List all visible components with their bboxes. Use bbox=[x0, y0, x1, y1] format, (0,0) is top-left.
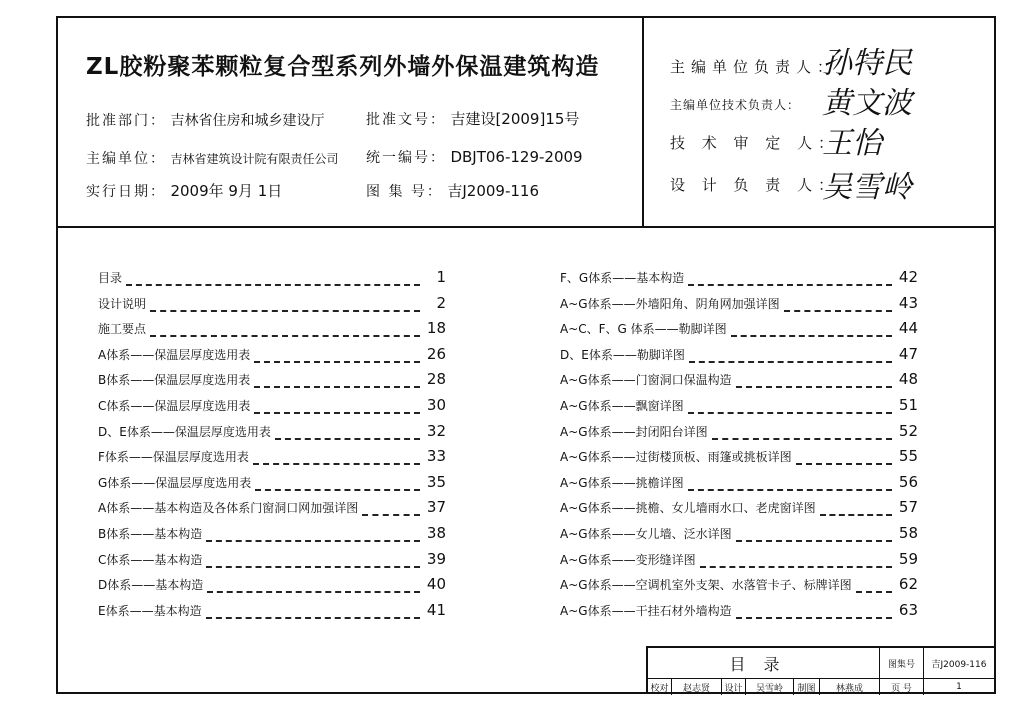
unified-no bbox=[366, 147, 583, 167]
toc-entry-page: 59 bbox=[898, 549, 918, 568]
toc-leader-dashes bbox=[275, 438, 420, 440]
toc-entry-page: 44 bbox=[898, 319, 918, 338]
title-block-check-name: 赵志贤 bbox=[672, 679, 722, 695]
approve-doc bbox=[366, 108, 579, 129]
toc-entry-page: 41 bbox=[426, 600, 446, 619]
approve-doc-value: 吉建设[2009]15号 bbox=[450, 110, 580, 128]
toc-leader-dashes bbox=[731, 335, 892, 337]
toc-leader-dashes bbox=[689, 361, 892, 363]
toc-leader-dashes bbox=[784, 310, 892, 312]
toc-entry bbox=[560, 294, 918, 316]
toc-leader-dashes bbox=[736, 617, 892, 619]
toc-entry-title: A~G体系——飘窗详图 bbox=[560, 399, 684, 413]
toc-entry-title: D、E体系——勒脚详图 bbox=[560, 347, 685, 362]
title-block-name: 目录 bbox=[648, 648, 880, 679]
atlas-no-label: 图 集 号： bbox=[366, 184, 443, 200]
toc-leader-dashes bbox=[253, 463, 420, 465]
unified-no-value: DBJT06-129-2009 bbox=[450, 148, 583, 166]
header-divider bbox=[58, 226, 994, 228]
title-block-design-name: 吴雪岭 bbox=[746, 679, 794, 695]
toc-entry-title: E体系——基本构造 bbox=[98, 603, 202, 618]
toc-entry-page: 56 bbox=[898, 472, 918, 491]
toc-entry-page: 58 bbox=[898, 524, 918, 542]
toc-entry-page: 37 bbox=[426, 498, 446, 517]
toc-entry-title: A~G体系——门窗洞口保温构造 bbox=[560, 373, 732, 388]
toc-entry bbox=[560, 396, 918, 418]
title-block-draw-name: 林燕成 bbox=[820, 679, 880, 695]
toc-entry-page: 48 bbox=[898, 370, 918, 389]
toc-entry bbox=[98, 550, 446, 572]
title-block-atlas-value: 吉J2009-116 bbox=[924, 648, 994, 679]
toc-leader-dashes bbox=[255, 489, 420, 491]
toc-leader-dashes bbox=[150, 310, 420, 312]
toc-leader-dashes bbox=[820, 514, 892, 516]
header-info bbox=[58, 18, 644, 226]
toc-entry-title: A~G体系——干挂石材外墙构造 bbox=[560, 603, 732, 618]
toc-entry-title: A~G体系——挑檐、女儿墙雨水口、老虎窗详图 bbox=[560, 501, 816, 516]
toc-leader-dashes bbox=[712, 438, 892, 440]
toc-entry-page: 32 bbox=[426, 421, 446, 440]
toc-entry bbox=[560, 601, 918, 623]
toc-leader-dashes bbox=[796, 463, 892, 465]
toc-leader-dashes bbox=[700, 566, 892, 568]
toc-entry bbox=[560, 268, 918, 290]
toc-leader-dashes bbox=[736, 386, 892, 388]
toc-leader-dashes bbox=[206, 540, 420, 542]
toc-entry-page: 43 bbox=[898, 293, 918, 312]
toc-leader-dashes bbox=[254, 386, 420, 388]
effective-date-value: 2009年 9月 1日 bbox=[170, 182, 283, 200]
toc-entry-page: 35 bbox=[426, 472, 446, 491]
toc-entry-page: 40 bbox=[426, 575, 446, 594]
toc-entry bbox=[98, 601, 446, 623]
toc-entry-title: A~G体系——封闭阳台详图 bbox=[560, 424, 708, 439]
toc-entry bbox=[560, 550, 918, 572]
toc-leader-dashes bbox=[126, 284, 420, 286]
document-title: ZL胶粉聚苯颗粒复合型系列外墙外保温建筑构造 bbox=[86, 54, 600, 80]
toc-entry-title: C体系——保温层厚度选用表 bbox=[98, 399, 251, 413]
toc-leader-dashes bbox=[688, 284, 892, 286]
toc-entry bbox=[560, 524, 918, 546]
toc-entry-page: 38 bbox=[426, 524, 446, 542]
toc-entry-page: 47 bbox=[898, 344, 918, 363]
toc-entry-title: A~G体系——变形缝详图 bbox=[560, 552, 696, 567]
toc-leader-dashes bbox=[254, 361, 420, 363]
signature-tech-review: 王怡 bbox=[822, 126, 882, 161]
toc-leader-dashes bbox=[207, 591, 420, 593]
toc-entry-page: 30 bbox=[426, 396, 446, 414]
toc-entry bbox=[560, 447, 918, 469]
title-block-draw-label: 制图 bbox=[794, 679, 820, 695]
toc-entry-page: 62 bbox=[898, 575, 918, 594]
approve-dept-value: 吉林省住房和城乡建设厅 bbox=[170, 113, 325, 129]
toc-entry bbox=[98, 498, 446, 520]
toc-entry-page: 18 bbox=[426, 319, 446, 338]
toc-entry-page: 52 bbox=[898, 421, 918, 440]
toc-entry-title: 目录 bbox=[98, 271, 123, 285]
toc-entry bbox=[98, 268, 446, 290]
toc-entry-title: C体系——基本构造 bbox=[98, 552, 203, 567]
toc-entry-title: A体系——保温层厚度选用表 bbox=[98, 347, 251, 362]
approve-dept bbox=[86, 110, 324, 130]
toc-entry bbox=[560, 575, 918, 597]
toc-entry-title: B体系——保温层厚度选用表 bbox=[98, 373, 251, 388]
toc-entry-title: 施工要点 bbox=[98, 322, 147, 337]
toc-entry-page: 26 bbox=[426, 344, 446, 363]
title-block-atlas-label: 图集号 bbox=[880, 648, 924, 679]
sig-label-tech-lead: 主编单位技术负责人： bbox=[670, 98, 801, 112]
toc-entry-title: G体系——保温层厚度选用表 bbox=[98, 475, 252, 490]
toc-entry-title: A~G体系——挑檐详图 bbox=[560, 475, 684, 490]
toc-entry-page: 28 bbox=[426, 370, 446, 389]
header bbox=[58, 18, 994, 226]
toc-entry-title: A~G体系——空调机室外支架、水落管卡子、标牌详图 bbox=[560, 578, 852, 593]
toc-entry bbox=[560, 345, 918, 367]
atlas-no bbox=[366, 180, 539, 201]
toc-entry-title: B体系——基本构造 bbox=[98, 527, 203, 541]
editor-unit-value: 吉林省建筑设计院有限责任公司 bbox=[170, 152, 339, 166]
toc-entry-page: 51 bbox=[898, 396, 918, 414]
effective-date bbox=[86, 180, 282, 201]
toc-entry-page: 1 bbox=[436, 268, 446, 286]
editor-unit bbox=[86, 148, 338, 168]
title-block-design-label: 设计 bbox=[722, 679, 746, 695]
toc-entry bbox=[98, 422, 446, 444]
sig-label-tech-review: 技 术 审 定 人： bbox=[670, 134, 840, 152]
toc-entry-page: 2 bbox=[436, 293, 446, 312]
signatures-panel bbox=[644, 18, 994, 226]
sig-label-chief-editor: 主编单位负责人： bbox=[670, 58, 839, 76]
toc-leader-dashes bbox=[688, 489, 892, 491]
toc-entry-title: 设计说明 bbox=[98, 296, 147, 311]
signature-tech-lead: 黄文波 bbox=[822, 86, 912, 121]
toc-entry bbox=[98, 345, 446, 367]
toc-entry bbox=[560, 370, 918, 392]
toc-entry bbox=[98, 473, 446, 495]
title-block-check-label: 校对 bbox=[648, 679, 672, 695]
toc-entry bbox=[98, 319, 446, 341]
toc-entry-title: A体系——基本构造及各体系门窗洞口网加强详图 bbox=[98, 501, 359, 516]
toc-entry-title: F、G体系——基本构造 bbox=[560, 271, 685, 285]
toc-entry-page: 33 bbox=[426, 447, 446, 466]
toc-entry-title: D、E体系——保温层厚度选用表 bbox=[98, 424, 271, 439]
toc-entry bbox=[98, 294, 446, 316]
toc-entry-page: 42 bbox=[898, 268, 918, 286]
approve-dept-label: 批准部门： bbox=[86, 113, 166, 129]
toc-leader-dashes bbox=[736, 540, 892, 542]
toc-entry-page: 63 bbox=[898, 600, 918, 619]
toc-entry bbox=[560, 498, 918, 520]
sig-label-design-lead: 设 计 负 责 人： bbox=[670, 176, 840, 194]
toc-entry-title: A~G体系——外墙阳角、阴角网加强详图 bbox=[560, 296, 780, 311]
toc-leader-dashes bbox=[254, 412, 420, 414]
toc-entry bbox=[98, 447, 446, 469]
atlas-no-value: 吉J2009-116 bbox=[447, 182, 540, 200]
toc-entry bbox=[560, 422, 918, 444]
toc-entry-title: F体系——保温层厚度选用表 bbox=[98, 450, 249, 465]
toc-entry bbox=[560, 473, 918, 495]
toc-entry bbox=[98, 370, 446, 392]
toc-entry-page: 39 bbox=[426, 549, 446, 568]
approve-doc-label: 批准文号： bbox=[366, 112, 446, 128]
toc-entry-page: 57 bbox=[898, 498, 918, 517]
signature-chief-editor: 孙特民 bbox=[822, 46, 912, 81]
toc-entry-page: 55 bbox=[898, 447, 918, 466]
toc-entry-title: A~C、F、G 体系——勒脚详图 bbox=[560, 322, 727, 337]
toc-leader-dashes bbox=[856, 591, 892, 593]
toc-leader-dashes bbox=[206, 566, 420, 568]
title-block-page-value: 1 bbox=[956, 682, 962, 692]
toc-leader-dashes bbox=[362, 514, 420, 516]
title-block bbox=[646, 646, 994, 694]
title-block-page-label: 页 号 bbox=[880, 679, 924, 695]
drawing-sheet bbox=[56, 16, 996, 694]
toc-entry bbox=[560, 319, 918, 341]
signature-design-lead: 吴雪岭 bbox=[822, 170, 912, 205]
toc-entry-title: A~G体系——过街楼顶板、雨篷或挑板详图 bbox=[560, 450, 792, 465]
toc-entry-title: D体系——基本构造 bbox=[98, 578, 204, 593]
toc-entry bbox=[98, 396, 446, 418]
toc-entry-title: A~G体系——女儿墙、泛水详图 bbox=[560, 527, 732, 541]
toc-leader-dashes bbox=[150, 335, 420, 337]
toc-entry bbox=[98, 524, 446, 546]
editor-unit-label: 主编单位： bbox=[86, 151, 166, 167]
toc-leader-dashes bbox=[206, 617, 420, 619]
unified-no-label: 统一编号： bbox=[366, 150, 446, 166]
toc-entry bbox=[98, 575, 446, 597]
effective-date-label: 实行日期： bbox=[86, 184, 166, 200]
toc-leader-dashes bbox=[688, 412, 892, 414]
